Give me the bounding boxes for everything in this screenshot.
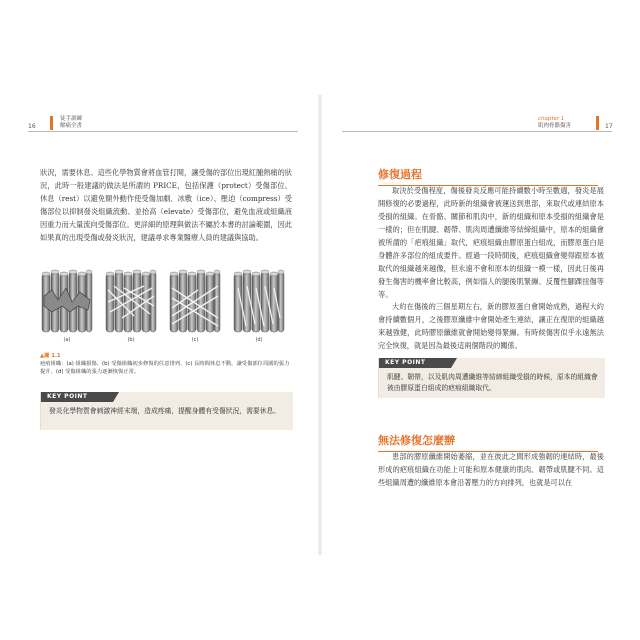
cannot-repair-paragraph: 患部的膠原纖維開始萎縮，並在彼此之間形成強韌的連結時，最後形成的疤痕組織在功能上可能和原本健康的肌肉、韌帶或肌腱不同。這些組織周遭的纖維原本會沿著壓力的方向排列，也就是可以在 xyxy=(378,452,604,487)
right-page-number: 17 xyxy=(605,123,613,130)
section-heading-cannot-repair: 無法修復怎麼辦 xyxy=(378,432,598,452)
right-key-point-box xyxy=(378,358,605,398)
left-body-paragraph: 狀況，需要休息。這些化學物質會將血管打開，讓受傷的部位出現紅腫熱痛的狀況，此時一般建議的做法是所謂的 PRICE，包括保護（protect）受傷部位、休息（rest）以避免額外動作使受傷加劇、冰敷（ice）、壓迫（compress）受傷部位以抑制發炎組織流動、並抬高（elevate）受傷部位，避免血液或組織液因重力而大量流向受傷部位。更詳細的原理與做法不屬於本書的討論範圍，因此如果真的出現受傷或發炎狀況，建議尋求專業醫療人員的建議與協助。 xyxy=(40,168,292,242)
chapter-label: chapter 1 xyxy=(538,116,565,122)
book-title-line1: 徒手訓練 xyxy=(60,116,83,122)
right-running-header xyxy=(320,111,640,133)
left-key-point-box xyxy=(40,392,293,430)
chapter-title: 肌肉骨骼傷害 xyxy=(538,123,572,129)
book-title-line2: 解痛全書 xyxy=(60,123,83,129)
figure-label-d: (d) xyxy=(255,337,263,343)
page-gutter xyxy=(318,95,322,555)
header-rule xyxy=(28,131,298,132)
key-point-text: 肌腱、韌帶，以及肌肉周遭纖維等結締組織受損的時候，原本的組織會被由膠原蛋白組成的疤痕組織取代。 xyxy=(387,373,598,392)
scar-tissue-figure xyxy=(40,266,290,346)
header-accent-bar xyxy=(596,116,599,130)
key-point-tag: KEY POINT xyxy=(41,392,113,402)
left-page-number: 16 xyxy=(28,123,36,130)
left-running-header xyxy=(0,111,320,133)
section-heading-repair-process: 修復過程 xyxy=(378,166,598,186)
figure-panel-c xyxy=(168,266,222,336)
figure-number: ▲圖 1.1 xyxy=(40,353,61,359)
figure-caption xyxy=(40,352,290,376)
figure-panel-a xyxy=(40,266,94,336)
header-accent-bar xyxy=(50,116,53,130)
figure-caption-text: 疤痕組織：(a) 組織損傷、(b) 受傷組織初步修復的任意排列、(c) 長時間休息不動，讓受傷部位周圍的張力提升、(d) 受傷組織的張力逐漸恢復正常。 xyxy=(40,361,290,375)
header-rule xyxy=(342,131,612,132)
key-point-tag: KEY POINT xyxy=(379,358,451,368)
figure-panel-b xyxy=(104,266,158,336)
book-title xyxy=(60,116,82,130)
repair-paragraph-2: 大約在傷後的三個星期左右，新的膠原蛋白會開始成熟，過程大約會持續數個月，之後膠原纖維中會開始產生連結，讓正在復原的組織越來越強健，此時膠原纖維就會開始變得緊繃。有時候傷害似乎永遠無法完全恢復，就是因為最後這兩個階段的關係。 xyxy=(378,302,604,350)
figure-label-b: (b) xyxy=(127,337,135,343)
repair-paragraph-1: 取決於受傷程度，傷後發炎反應可能持續數小時至數週，發炎是展開修復的必要過程，此時新的組織會被運送到患部，來取代或連結原本受損的組織。在骨骼、關節和肌肉中，新的組織和原本受損的組織會是一樣的；但在肌腱、韌帶、肌肉周遭纖維等結締組織中，原本的組織會被所謂的「疤痕組織」取代，疤痕組織由膠原蛋白組成，而膠原蛋白是身體許多部位的組成要件。經過一段時間後，疤痕組織會變得跟原本被取代的組織越來越像，但永遠不會和原本的組織一模一樣，因此日後再發生傷害的機率會比較高，例如惱人的腿後肌緊繃、反覆性腳踝扭傷等等。 xyxy=(378,186,604,299)
figure-panel-d xyxy=(232,266,286,336)
key-point-text: 發炎化學物質會刺激神經末端，造成疼痛，提醒身體有受傷狀況，需要休息。 xyxy=(49,407,281,415)
figure-label-c: (c) xyxy=(191,337,199,343)
figure-label-a: (a) xyxy=(63,337,71,343)
chapter-info xyxy=(538,116,571,130)
